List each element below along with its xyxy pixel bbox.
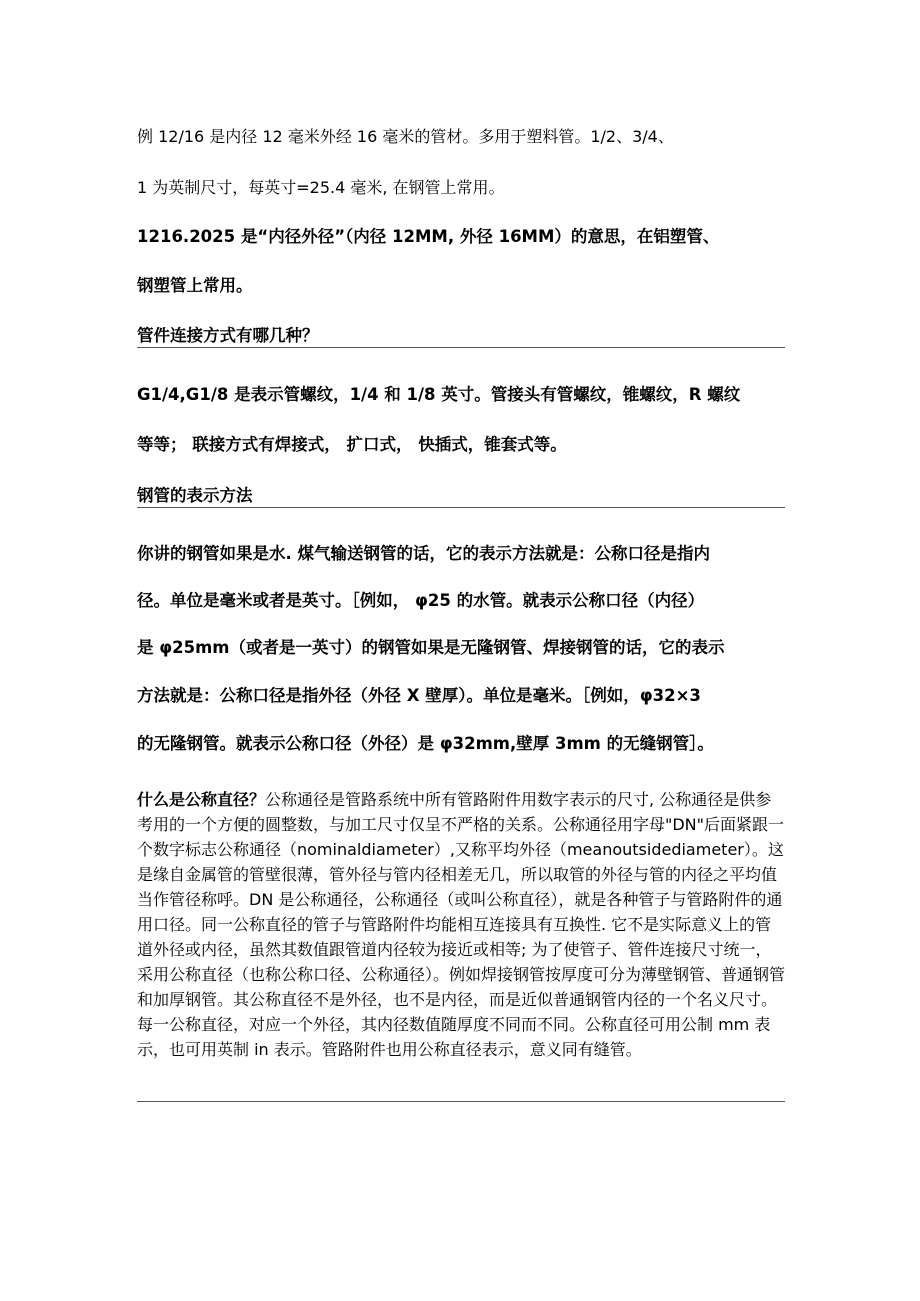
bold-note-line-2: 钢塑管上常用。 (137, 276, 253, 295)
section-heading-pipe-connection: 管件连接方式有哪几种？ (137, 326, 319, 345)
section2-line-1: 你讲的钢管如果是水. 煤气输送钢管的话，它的表示方法就是：公称口径是指内 (137, 544, 711, 563)
paragraph-body: 公称通径是管路系统中所有管路附件用数字表示的尺寸, 公称通径是供参考用的一个方便的圆整数，与加工尺寸仅呈不严格的关系。公称通径用字母"DN"后面紧跟一个数字标志公称通径（nominaldiameter）,又称平均外径（meanoutsidediameter）。这是缘自金属管的管壁很薄，管外径与管内径相差无几，所以取管的外径与管的内径之平均值当作管径称呼。DN 是公称通径，公称通径（或叫公称直径），就是各种管子与管路附件的通用口径。同一公称直径的管子与管路附件均能相互连接具有互换性. 它不是实际意义上的管道外径或内径，虽然其数值跟管道内径较为接近或相等; 为了使管子、管件连接尺寸统一，采用公称直径（也称公称口径、公称通径）。例如焊接钢管按厚度可分为薄壁钢管、普通钢管和加厚钢管。其公称直径不是外径，也不是内径，而是近似普通钢管内径的一个名义尺寸。每一公称直径，对应一个外径，其内径数值随厚度不同而不同。公称直径可用公制 mm 表示，也可用英制 in 表示。管路附件也用公称直径表示，意义同有缝管。 (137, 790, 786, 1059)
section1-line-1: G1/4,G1/8 是表示管螺纹，1/4 和 1/8 英寸。管接头有管螺纹，锥螺纹，R 螺纹 (137, 385, 741, 404)
section2-line-4: 方法就是：公称口径是指外径（外径 X 壁厚）。单位是毫米。［例如，φ32×3 (137, 686, 701, 705)
intro-line-1: 例 12/16 是内径 12 毫米外经 16 毫米的管材。多用于塑料管。1/2、3/4、 (137, 127, 674, 146)
paragraph-lead: 什么是公称直径？ (137, 790, 266, 809)
section2-line-5: 的无隆钢管。就表示公称口径（外径）是 φ32mm,壁厚 3mm 的无缝钢管］。 (137, 734, 714, 753)
divider (137, 347, 785, 348)
nominal-diameter-paragraph (137, 787, 785, 1062)
section1-line-2: 等等； 联接方式有焊接式， 扩口式， 快插式，锥套式等。 (137, 435, 567, 454)
bold-note-line-1: 1216.2025 是“内径外径”（内径 12MM, 外径 16MM）的意思，在铝塑管、 (137, 227, 720, 246)
intro-line-2: 1 为英制尺寸，每英寸=25.4 毫米, 在钢管上常用。 (137, 178, 505, 197)
section-heading-steel-pipe: 钢管的表示方法 (137, 486, 253, 505)
divider (137, 507, 785, 508)
section2-line-2: 径。单位是毫米或者是英寸。［例如， φ25 的水管。就表示公称口径（内径） (137, 591, 705, 610)
divider (137, 1101, 785, 1102)
section2-line-3: 是 φ25mm（或者是一英寸）的钢管如果是无隆钢管、焊接钢管的话，它的表示 (137, 638, 725, 657)
